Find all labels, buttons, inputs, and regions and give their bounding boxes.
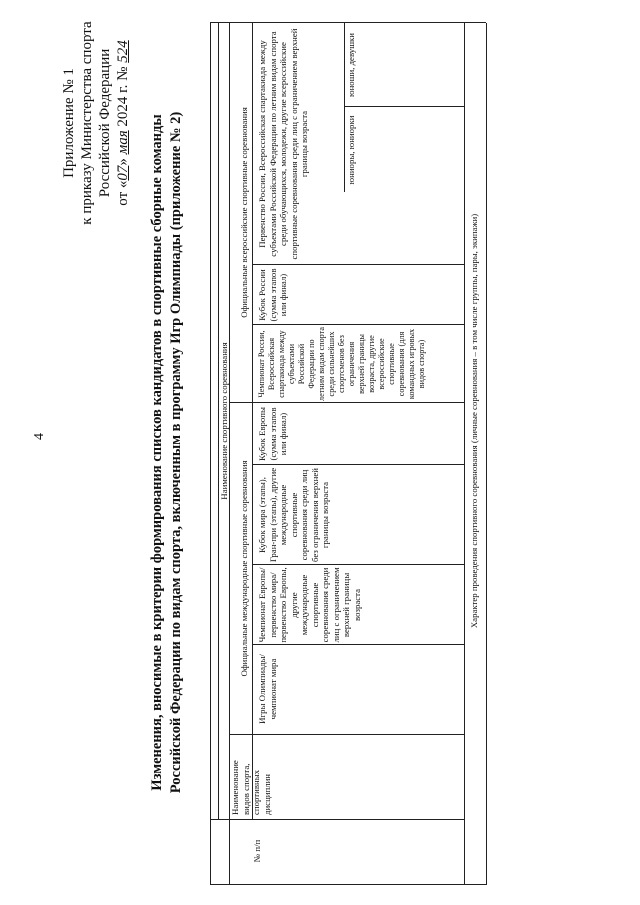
appendix-line-2: к приказу Министерства спорта	[79, 21, 95, 225]
age-group-divider	[344, 23, 345, 192]
rus-col-youth: Первенство России, Всероссийская спартакиада между субъектами Российской Федерации по летним видам спорта среди обучающихся, молодежи, другие всероссийские спортивные соревнования среди лиц с ограничением верхней границы возраста	[257, 28, 309, 260]
header-allrussian: Официальные всероссийские спортивные соревнования	[239, 107, 249, 318]
rus-col-cup: Кубок России (сумма этапов или финал)	[257, 268, 288, 322]
age-group-youths: юноши, девушки	[346, 33, 356, 97]
age-col-divider	[344, 106, 464, 107]
header-number: № п/п	[252, 839, 262, 863]
header-sport-name: Наименование видов спорта, спортивных дисциплин	[230, 760, 272, 815]
col-sport-divider	[210, 819, 464, 820]
group-divider	[229, 402, 464, 403]
rus-col-divider-2	[252, 264, 464, 265]
date-year: 2024 г. №	[115, 66, 131, 127]
header-group-divider	[252, 23, 253, 820]
document-number: 524	[115, 40, 131, 63]
int-col-eurocup: Кубок Европы (сумма этапов или финал)	[257, 407, 288, 461]
table-row-2-divider	[464, 23, 465, 885]
appendix-line-3: Российской Федерации	[97, 48, 113, 198]
int-col-olympic: Игры Олимпиады/ чемпионат мира	[257, 654, 278, 724]
int-col-european: Чемпионат Европы/ первенство мира/ первенство Европы, другие международные спортивные соревнования среди лиц с ограничением верхней границы возраста	[257, 567, 362, 643]
date-prefix: от «	[115, 180, 131, 206]
header-international: Официальные международные спортивные соревнования	[239, 460, 249, 677]
appendix-line-1: Приложение № 1	[61, 68, 77, 178]
table-top-border	[210, 23, 211, 885]
table-right-border	[210, 22, 486, 23]
header-competition: Наименование спортивного соревнования	[219, 342, 229, 500]
date-day: 07	[115, 165, 131, 181]
col-num-divider	[229, 734, 464, 735]
rus-col-divider-1	[252, 324, 464, 325]
title-line-2: Российской Федерации по видам спорта, включенным в программу Игр Олимпиады (приложение № 2)	[168, 111, 184, 794]
rus-col-championship: Чемпионат России, Всероссийская спартакиада между субъектами Российской Федерации по летним видам спорта среди сильнейших спортсменов без ограничения верхней границы возраста, другие всероссийские спортивные соревнования (для командных игровых видов спорта)	[257, 327, 426, 401]
int-col-divider-1	[252, 644, 464, 645]
int-col-divider-2	[252, 564, 464, 565]
int-col-divider-3	[252, 464, 464, 465]
date-mid: »	[115, 158, 131, 166]
title-line-1: Изменения, вносимые в критерии формирования списков кандидатов в спортивные сборные команды	[149, 114, 165, 791]
page-number: 4	[32, 433, 47, 440]
table-left-border	[210, 884, 486, 885]
int-col-worldcup: Кубок мира (этапы), Гран-при (этапы), другие международные спортивные соревнования среди лиц без ограничения верхней границы возраста	[257, 467, 330, 563]
nature-row: Характер проведения спортивного соревнования (личные соревнования – в том числе группы, пары, экипажи)	[469, 213, 479, 629]
table-bottom-border	[486, 23, 487, 885]
date-month: мая	[115, 130, 131, 155]
age-group-juniors: юниоры, юниорки	[346, 115, 356, 185]
